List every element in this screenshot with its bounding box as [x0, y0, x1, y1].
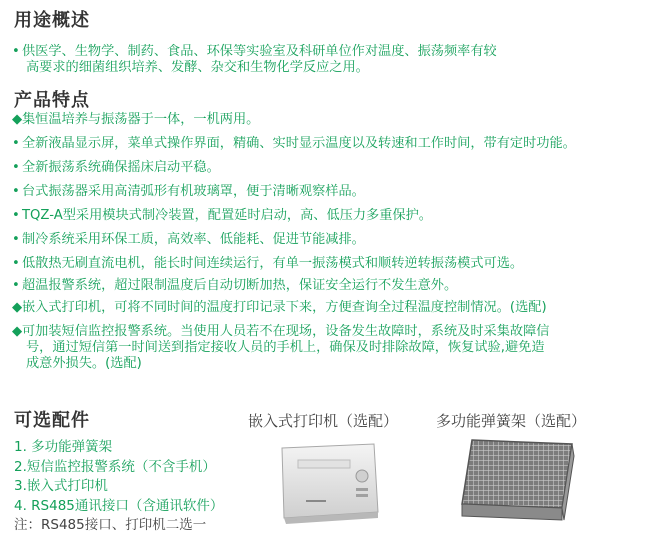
- bullet-icon: •: [12, 208, 20, 223]
- bullet-icon: ◆: [12, 324, 23, 339]
- bullet-icon: ◆: [12, 112, 23, 127]
- usage-line-2: 高要求的细菌组织培养、发酵、杂交和生物化学反应之用。: [26, 60, 369, 75]
- feature-item: • TQZ-A型采用模块式制冷装置，配置延时启动，高、低压力多重保护。: [12, 208, 432, 223]
- accessories-list: [14, 438, 223, 536]
- feature-item: • 超温报警系统，超过限制温度后自动切断加热，保证安全运行不发生意外。: [12, 278, 458, 293]
- feature-item: • 制冷系统采用环保工质，高效率、低能耗、促进节能减排。: [12, 232, 365, 247]
- features-title: 产品特点: [14, 90, 90, 111]
- bullet-icon: ◆: [12, 300, 23, 315]
- accessories-note: 注：RS485接口、打印机二选一: [14, 517, 207, 533]
- bullet-icon: •: [12, 160, 20, 175]
- list-item: 2.短信监控报警系统（不含手机）: [14, 458, 216, 475]
- usage-line-1: 供医学、生物学、制药、食品、环保等实验室及科研单位作对温度、振荡频率有较: [22, 44, 497, 59]
- list-item: 3.嵌入式打印机: [14, 478, 108, 494]
- list-item: 4. RS485通讯接口（含通讯软件）: [14, 497, 224, 514]
- list-item: 1. 多功能弹簧架: [14, 439, 113, 455]
- feature-item: • 低散热无刷直流电机，能长时间连续运行，有单一振荡模式和顺转逆转振荡模式可选。: [12, 256, 524, 271]
- feature-item: ◆集恒温培养与振荡器于一体，一机两用。: [12, 112, 260, 127]
- usage-text: [12, 44, 497, 76]
- rack-caption: 多功能弹簧架（选配）: [436, 412, 587, 430]
- feature-item: • 全新振荡系统确保摇床启动平稳。: [12, 160, 220, 175]
- bullet-icon: •: [12, 184, 20, 199]
- bullet-icon: •: [12, 256, 20, 271]
- feature-item-sms: ◆可加装短信监控报警系统。当使用人员若不在现场，设备发生故障时，系统及时采集故障信 号，通过短信第一时间送到指定接收人员的手机上，确保及时排除故障，恢复试验,避免造 成意外损失。(选配): [12, 324, 550, 371]
- spring-rack-image: [458, 430, 578, 526]
- bullet-icon: •: [12, 278, 20, 293]
- usage-title: 用途概述: [14, 10, 90, 31]
- feature-item: ◆嵌入式打印机，可将不同时间的温度打印记录下来，方便查询全过程温度控制情况。(选配): [12, 300, 547, 315]
- feature-item: • 全新液晶显示屏，菜单式操作界面，精确、实时显示温度以及转速和工作时间，带有定时功能。: [12, 136, 576, 151]
- bullet-icon: •: [12, 136, 20, 151]
- bullet-icon: •: [12, 232, 20, 247]
- bullet-icon: •: [12, 44, 20, 59]
- accessories-title: 可选配件: [14, 410, 90, 431]
- printer-image: [276, 438, 382, 524]
- feature-item: • 台式振荡器采用高清弧形有机玻璃罩，便于清晰观察样品。: [12, 184, 365, 199]
- printer-caption: 嵌入式打印机（选配）: [248, 412, 399, 430]
